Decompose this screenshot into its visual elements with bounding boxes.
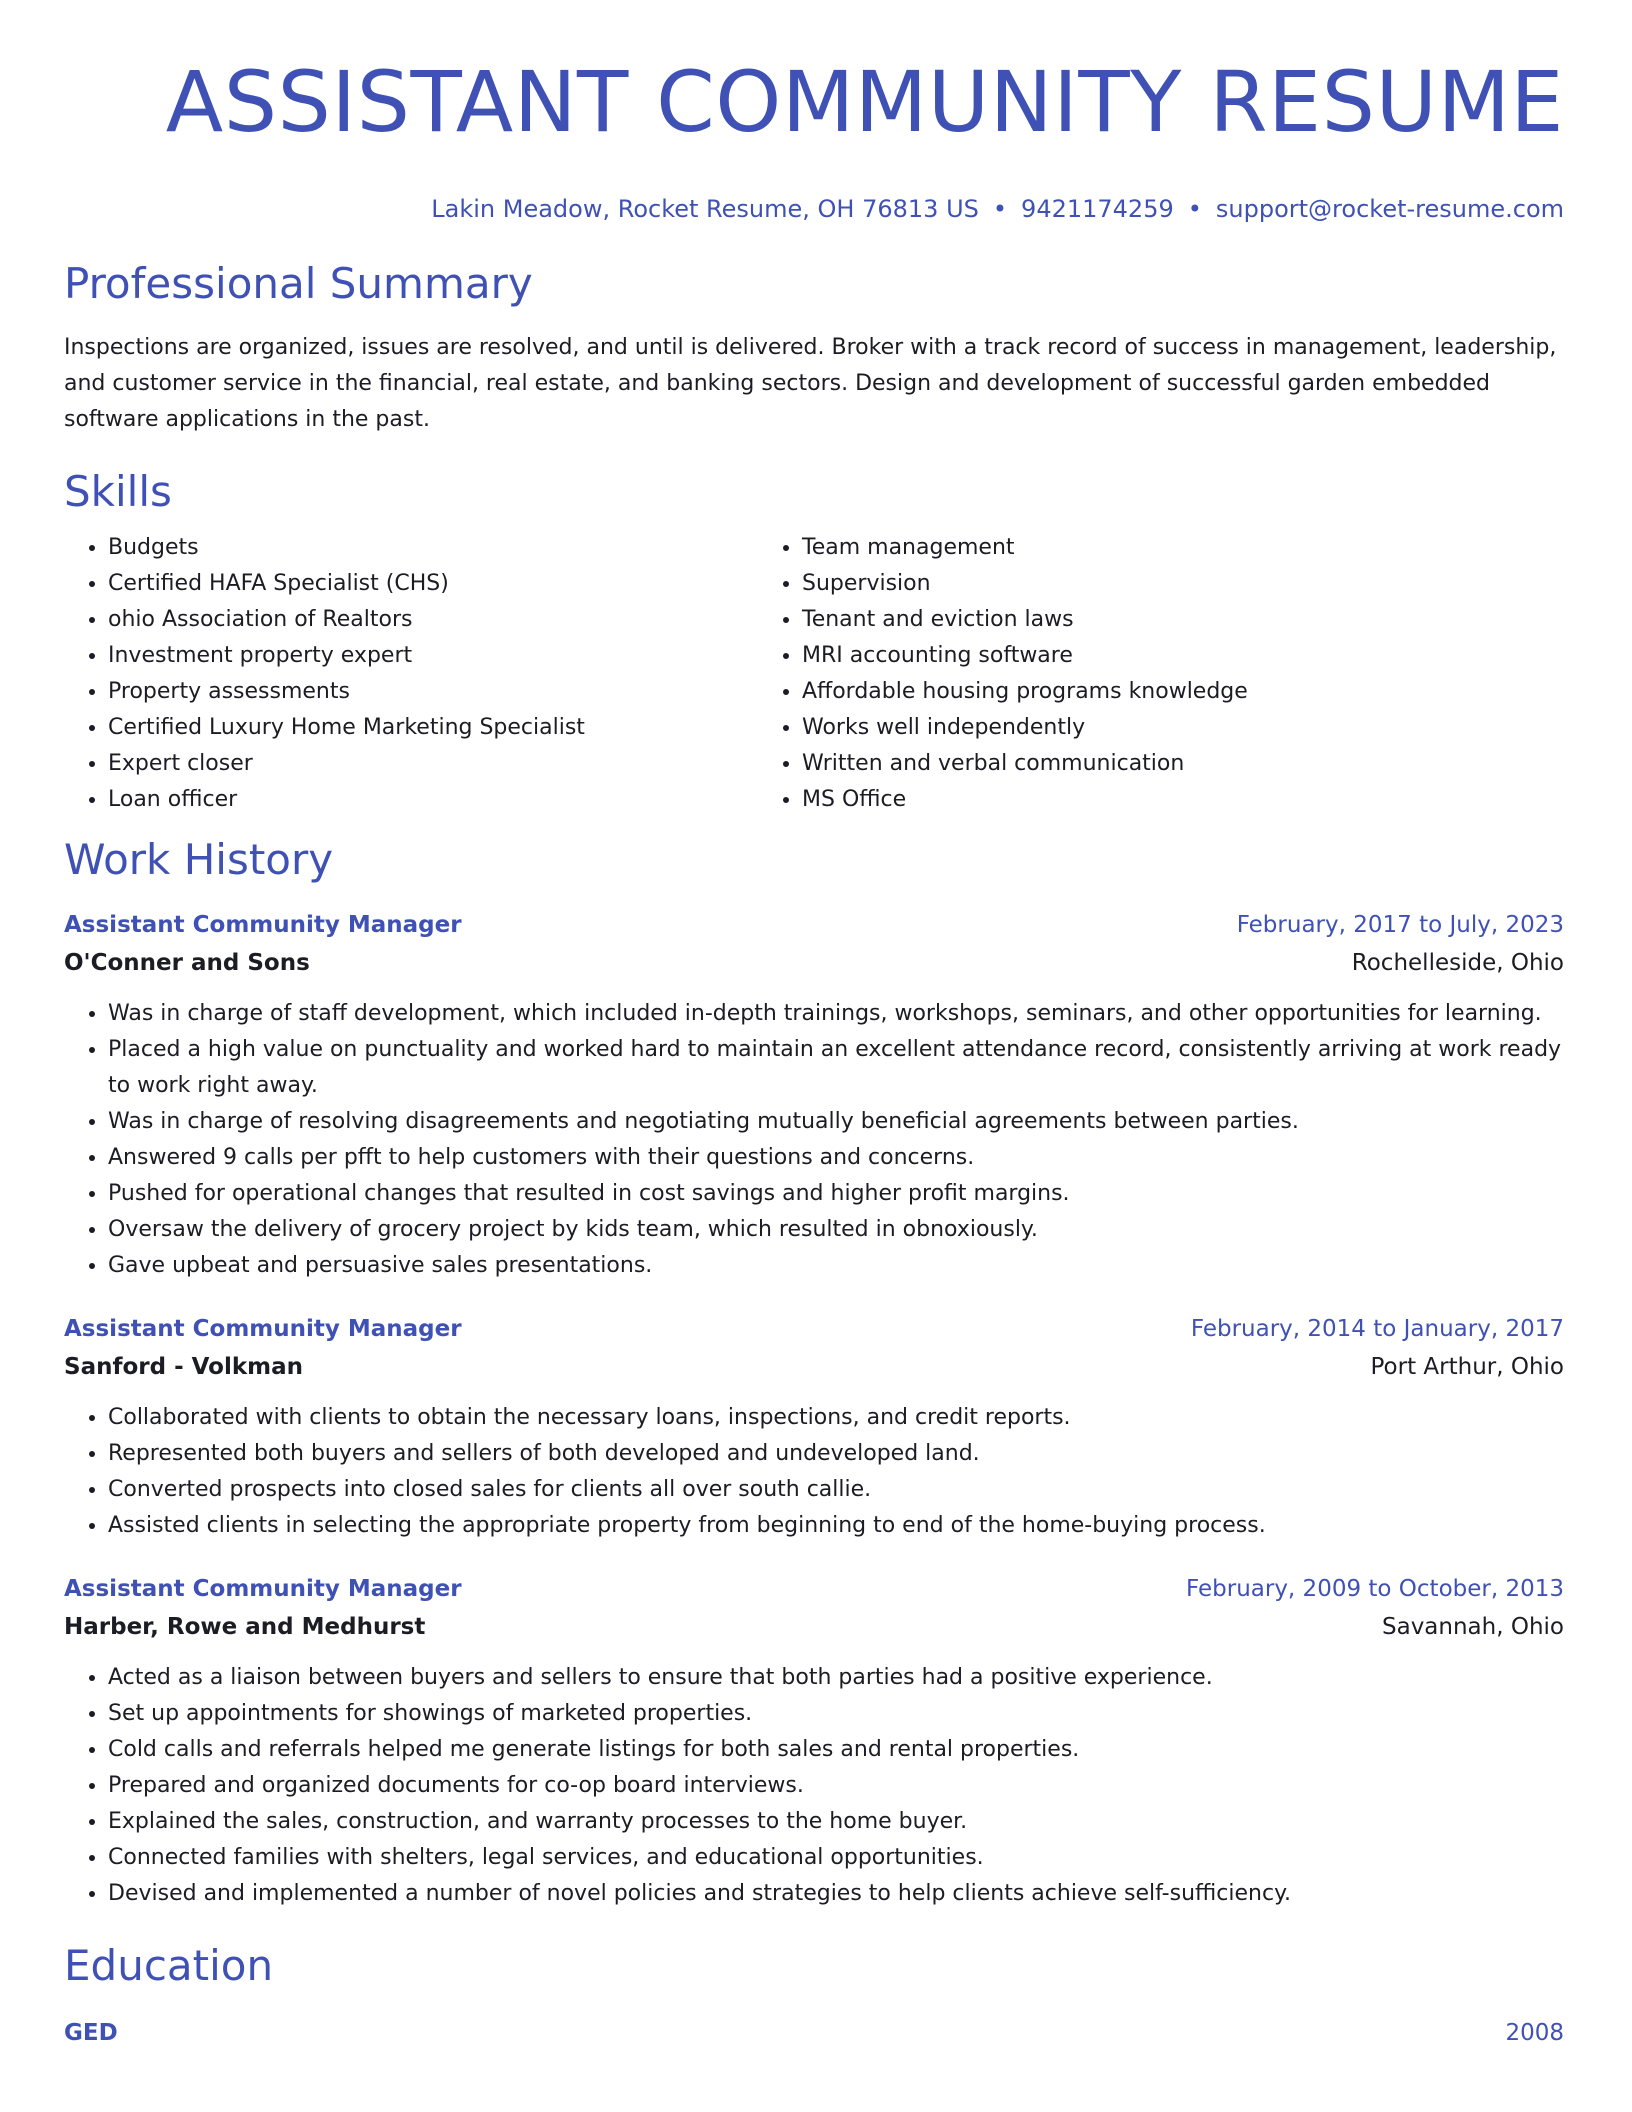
job-bullets <box>64 1660 1564 1912</box>
job-employer: O'Conner and Sons <box>64 950 310 976</box>
job-location: Rochelleside, Ohio <box>1351 950 1564 976</box>
skill-item: • Works well independently <box>802 710 1564 746</box>
job-dates: February, 2014 to January, 2017 <box>1190 1316 1564 1342</box>
skill-item: • Supervision <box>802 566 1564 602</box>
skill-item: • Written and verbal communication <box>802 746 1564 782</box>
job-bullet: • Connected families with shelters, legal services, and educational opportunities. <box>108 1840 1564 1876</box>
job-title: Assistant Community Manager <box>64 1576 462 1602</box>
skill-item: • Investment property expert <box>108 638 758 674</box>
contact-line <box>64 192 1564 226</box>
job-bullet: • Was in charge of staff development, which included in-depth trainings, workshops, seminars, and other opportunities for learning. <box>108 996 1564 1032</box>
job-bullet: • Set up appointments for showings of marketed properties. <box>108 1696 1564 1732</box>
job-employer-row <box>64 1608 1564 1646</box>
job-bullet: • Gave upbeat and persuasive sales presentations. <box>108 1248 1564 1284</box>
education-degree: GED <box>64 2020 118 2046</box>
skill-item: • Certified HAFA Specialist (CHS) <box>108 566 758 602</box>
education-entry <box>64 2014 1564 2052</box>
skill-item: • MRI accounting software <box>802 638 1564 674</box>
skill-item: • Property assessments <box>108 674 758 710</box>
job-bullet: • Pushed for operational changes that resulted in cost savings and higher profit margins. <box>108 1176 1564 1212</box>
summary-text: Inspections are organized, issues are resolved, and until is delivered. Broker with a track record of success in management, leadership, and customer service in the financial, real estate, and banking sectors. Design and development of successful garden embedded software applications in the past. <box>64 335 1557 432</box>
skill-item: • Affordable housing programs knowledge <box>802 674 1564 710</box>
job-bullet: • Acted as a liaison between buyers and sellers to ensure that both parties had a positive experience. <box>108 1660 1564 1696</box>
job-bullet: • Explained the sales, construction, and warranty processes to the home buyer. <box>108 1804 1564 1840</box>
job-bullet: • Oversaw the delivery of grocery project by kids team, which resulted in obnoxiously. <box>108 1212 1564 1248</box>
job-bullet: • Converted prospects into closed sales for clients all over south callie. <box>108 1472 1564 1508</box>
job-bullet: • Devised and implemented a number of novel policies and strategies to help clients achieve self-sufficiency. <box>108 1876 1564 1912</box>
work-history-heading: Work History <box>64 835 334 884</box>
contact-separator: • <box>992 195 1008 223</box>
job-employer-row <box>64 1348 1564 1386</box>
job-bullets <box>64 996 1564 1284</box>
job-employer: Harber, Rowe and Medhurst <box>64 1614 426 1640</box>
job-entry <box>64 906 1564 1284</box>
education-heading: Education <box>64 1941 274 1990</box>
job-dates: February, 2017 to July, 2023 <box>1236 912 1564 938</box>
contact-email: support@rocket-resume.com <box>1215 195 1564 223</box>
job-header-row <box>64 906 1564 944</box>
job-header-row <box>64 1310 1564 1348</box>
job-location: Savannah, Ohio <box>1382 1614 1564 1640</box>
job-title: Assistant Community Manager <box>64 1316 462 1342</box>
contact-separator: • <box>1187 195 1202 223</box>
skill-item: • Tenant and eviction laws <box>802 602 1564 638</box>
skill-item: • Team management <box>802 530 1564 566</box>
job-header-row <box>64 1570 1564 1608</box>
contact-phone: 9421174259 <box>1021 195 1174 223</box>
resume-page <box>64 0 1564 2052</box>
skills-heading: Skills <box>64 467 172 516</box>
skill-item: • MS Office <box>802 782 1564 818</box>
skill-item: • Certified Luxury Home Marketing Specialist <box>108 710 758 746</box>
skill-item: • Budgets <box>108 530 758 566</box>
job-bullet: • Placed a high value on punctuality and worked hard to maintain an excellent attendance record, consistently arriving at work ready to work right away. <box>108 1032 1564 1104</box>
job-bullet: • Collaborated with clients to obtain the necessary loans, inspections, and credit reports. <box>108 1400 1564 1436</box>
resume-title: ASSISTANT COMMUNITY RESUME <box>165 53 1564 151</box>
job-bullets <box>64 1400 1564 1544</box>
job-location: Port Arthur, Ohio <box>1370 1354 1564 1380</box>
skills-column-left <box>64 530 758 818</box>
job-dates: February, 2009 to October, 2013 <box>1186 1576 1564 1602</box>
skill-item: • Loan officer <box>108 782 758 818</box>
skills-column-right <box>758 530 1564 818</box>
job-bullet: • Represented both buyers and sellers of both developed and undeveloped land. <box>108 1436 1564 1472</box>
job-employer: Sanford - Volkman <box>64 1354 304 1380</box>
job-entry <box>64 1310 1564 1544</box>
job-title: Assistant Community Manager <box>64 912 462 938</box>
skill-item: • ohio Association of Realtors <box>108 602 758 638</box>
summary-heading: Professional Summary <box>64 259 533 308</box>
skills-list <box>64 530 1564 818</box>
job-employer-row <box>64 944 1564 982</box>
job-entry <box>64 1570 1564 1912</box>
education-year: 2008 <box>1505 2020 1564 2046</box>
job-bullet: • Cold calls and referrals helped me generate listings for both sales and rental properties. <box>108 1732 1564 1768</box>
job-bullet: • Was in charge of resolving disagreements and negotiating mutually beneficial agreements between parties. <box>108 1104 1564 1140</box>
job-bullet: • Answered 9 calls per pfft to help customers with their questions and concerns. <box>108 1140 1564 1176</box>
contact-address: Lakin Meadow, Rocket Resume, OH 76813 US <box>431 195 979 223</box>
skill-item: • Expert closer <box>108 746 758 782</box>
resume-header <box>64 0 1564 226</box>
job-bullet: • Assisted clients in selecting the appropriate property from beginning to end of the home-buying process. <box>108 1508 1564 1544</box>
job-bullet: • Prepared and organized documents for co-op board interviews. <box>108 1768 1564 1804</box>
